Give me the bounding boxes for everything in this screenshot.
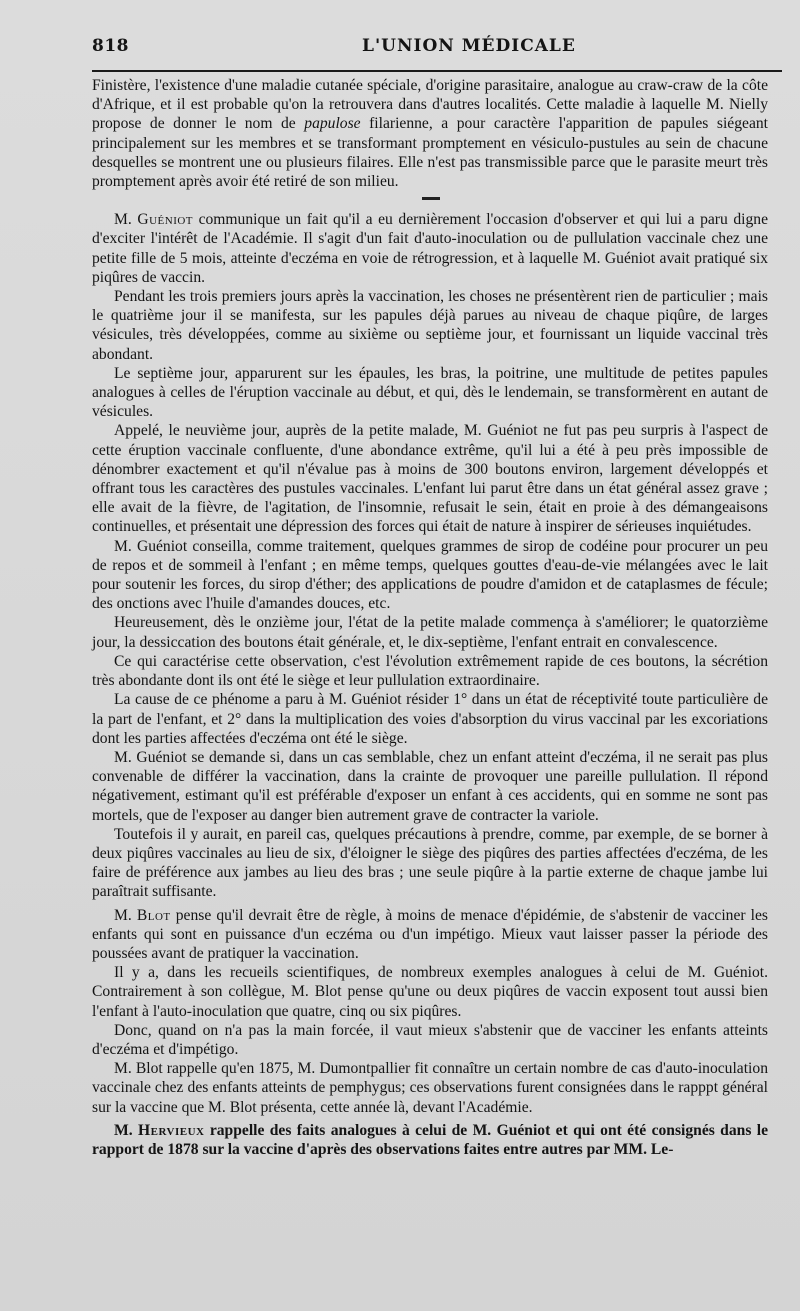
speaker-name: Guéniot xyxy=(137,211,194,229)
article-body xyxy=(92,76,768,1159)
speaker-name: Hervieux xyxy=(137,1121,205,1139)
paragraph-body: Heureusement, dès le onzième jour, l'état de la petite malade commença à s'améliorer; le quatorzième jour, la dessiccation des boutons était générale, et, le dix-septième, l'enfant entrait en convalescence. xyxy=(92,614,768,651)
running-head xyxy=(92,36,760,62)
paragraph-text: Finistère, l'existence d'une maladie cutanée spéciale, d'origine parasitaire, analogue au craw-craw de la côte d'Afrique, et il est probable qu'on la retrouvera dans d'autres localités. Cette maladie à laquelle M. Nielly propose de donner le nom de xyxy=(92,77,768,133)
section-separator xyxy=(422,197,440,200)
paragraph-body: M. Guéniot se demande si, dans un cas semblable, chez un enfant atteint d'eczéma, il ne serait pas plus convenable de différer la vaccination, dans la crainte de provoquer une pareille pullulation. Il répond négativement, estimant qu'il est préférable d'exposer un enfant à ces accidents, qui en somme ne sont pas mortels, que de l'exposer au danger bien autrement grave de contracter la variole. xyxy=(92,748,768,824)
paragraph-body: La cause de ce phénome a paru à M. Guéniot résider 1° dans un état de réceptivité toute particulière de la part de l'enfant, et 2° dans la multiplication des voies d'absorption du virus vaccinal par les excoriations dont les parties affectées d'eczéma ont été le siège. xyxy=(92,691,768,747)
paragraph-body: M. Guéniot conseilla, comme traitement, quelques grammes de sirop de codéine pour procurer un peu de repos et de sommeil à l'enfant ; en même temps, quelques gouttes d'eau-de-vie mélangées avec le lait pour soutenir les forces, du sirop d'éther; des applications de poudre d'amidon et de cataplasmes de fécule; des onctions avec l'huile d'amandes douces, etc. xyxy=(92,537,768,613)
paragraph-text: communique un fait qu'il a eu dernièrement l'occasion d'observer et qui lui a paru digne d'exciter l'intérêt de l'Académie. Il s'agit d'un fait d'auto-inoculation ou de pullulation vaccinale chez une petite fille de 5 mois, atteinte d'eczéma en voie de rétrogression, et à laquelle M. Guéniot avait pratiqué six piqûres de vaccin. xyxy=(92,211,768,286)
paragraph-body: M. Blot rappelle qu'en 1875, M. Dumontpallier fit connaître un certain nombre de cas d'auto-inoculation vaccinale chez des enfants atteints de pemphygus; ces observations furent consignées dans le rapppt général sur la vaccine que M. Blot présenta, cette année là, devant l'Académie. xyxy=(92,1060,768,1116)
paragraph-hervieux-intro xyxy=(92,1121,768,1159)
speaker-prefix: M. xyxy=(114,1121,138,1139)
italic-term: papulose xyxy=(304,115,361,133)
speaker-prefix: M. xyxy=(114,211,138,229)
journal-title: L'UNION MÉDICALE xyxy=(362,36,576,56)
paragraph-text: rappelle des faits analogues à celui de M. Guéniot et qui ont été consignés dans le rapport de 1878 sur la vaccine d'après des observations faites entre autres par MM. Le- xyxy=(92,1121,769,1158)
speaker-name: Blot xyxy=(136,906,171,924)
paragraph-body: Toutefois il y aurait, en pareil cas, quelques précautions à prendre, comme, par exemple, de se borner à deux piqûres vaccinales au lieu de six, d'éloigner le siège des piqûres des parties affectées d'eczéma, de les faire de préférence aux jambes au lieu des bras ; une seule piqûre à la partie externe de chaque jambe lui paraîtrait suffisante. xyxy=(92,825,768,901)
paragraph-body: Il y a, dans les recueils scientifiques, de nombreux exemples analogues à celui de M. Guéniot. Contrairement à son collègue, M. Blot pense qu'une ou deux piqûres de vaccin exposent tout aussi bien l'enfant à l'auto-inoculation que quatre, cinq ou six piqûres. xyxy=(92,964,768,1020)
page-number: 818 xyxy=(92,36,129,56)
header-rule xyxy=(92,70,782,72)
paragraph-blot-intro xyxy=(92,906,768,964)
paragraph-body: Appelé, le neuvième jour, auprès de la petite malade, M. Guéniot ne fut pas peu surpris à l'aspect de cette éruption vaccinale confluente, d'une abondance extrême, qu'il lui a été à peu près impossible de dénombrer exactement et qu'il n'évalue pas à moins de 300 boutons environ, largement développés et offrant tous les caractères des pustules vaccinales. L'enfant lui parut être dans un état général assez grave ; elle avait de la fièvre, de l'agitation, de l'insomnie, refusait le sein, était en proie à des démangeaisons continuelles, et présentait une dépression des forces qui était de nature à inspirer de sérieuses inquiétudes. xyxy=(92,422,768,536)
speaker-prefix: M. xyxy=(114,906,137,924)
paragraph-body: Ce qui caractérise cette observation, c'est l'évolution extrêmement rapide de ces boutons, la sécrétion très abondante dont ils ont été le siège et leur pullulation extraordinaire. xyxy=(92,652,768,690)
paragraph-gueniot-intro xyxy=(92,210,768,287)
paragraph-filariose xyxy=(92,76,768,191)
paragraph-body: Le septième jour, apparurent sur les épaules, les bras, la poitrine, une multitude de petites papules analogues à celles de l'éruption vaccinale au début, et qui, dès le lendemain, se transformèrent en autant de vésicules. xyxy=(92,364,768,421)
paragraph-body: Pendant les trois premiers jours après la vaccination, les choses ne présentèrent rien de particulier ; mais le quatrième jour il se manifesta, sur les papules déjà parues au niveau de chaque piqûre, de larges vésicules, très développées, comme au sixième ou septième jour, et fournissant un liquide vaccinal très abondant. xyxy=(92,288,768,363)
paragraph-body: Donc, quand on n'a pas la main forcée, il vaut mieux s'abstenir que de vacciner les enfants atteints d'eczéma et d'impétigo. xyxy=(92,1021,768,1058)
paragraph-text: filarienne, a pour caractère l'apparition de papules siégeant principalement sur les membres et se transformant promptement en vésiculo-pustules au sein de chacune desquelles se montrent une ou plusieurs filaires. Elle n'est pas transmissible parce que le parasite meurt très promptement après avoir été retiré de son milieu. xyxy=(92,115,768,191)
paragraph-text: pense qu'il devrait être de règle, à moins de menace d'épidémie, de s'abstenir de vacciner les enfants qui sont en puissance d'un eczéma ou d'un impétigo. Mieux vaut laisser passer la période des poussées avant de pratiquer la vaccination. xyxy=(92,906,768,962)
